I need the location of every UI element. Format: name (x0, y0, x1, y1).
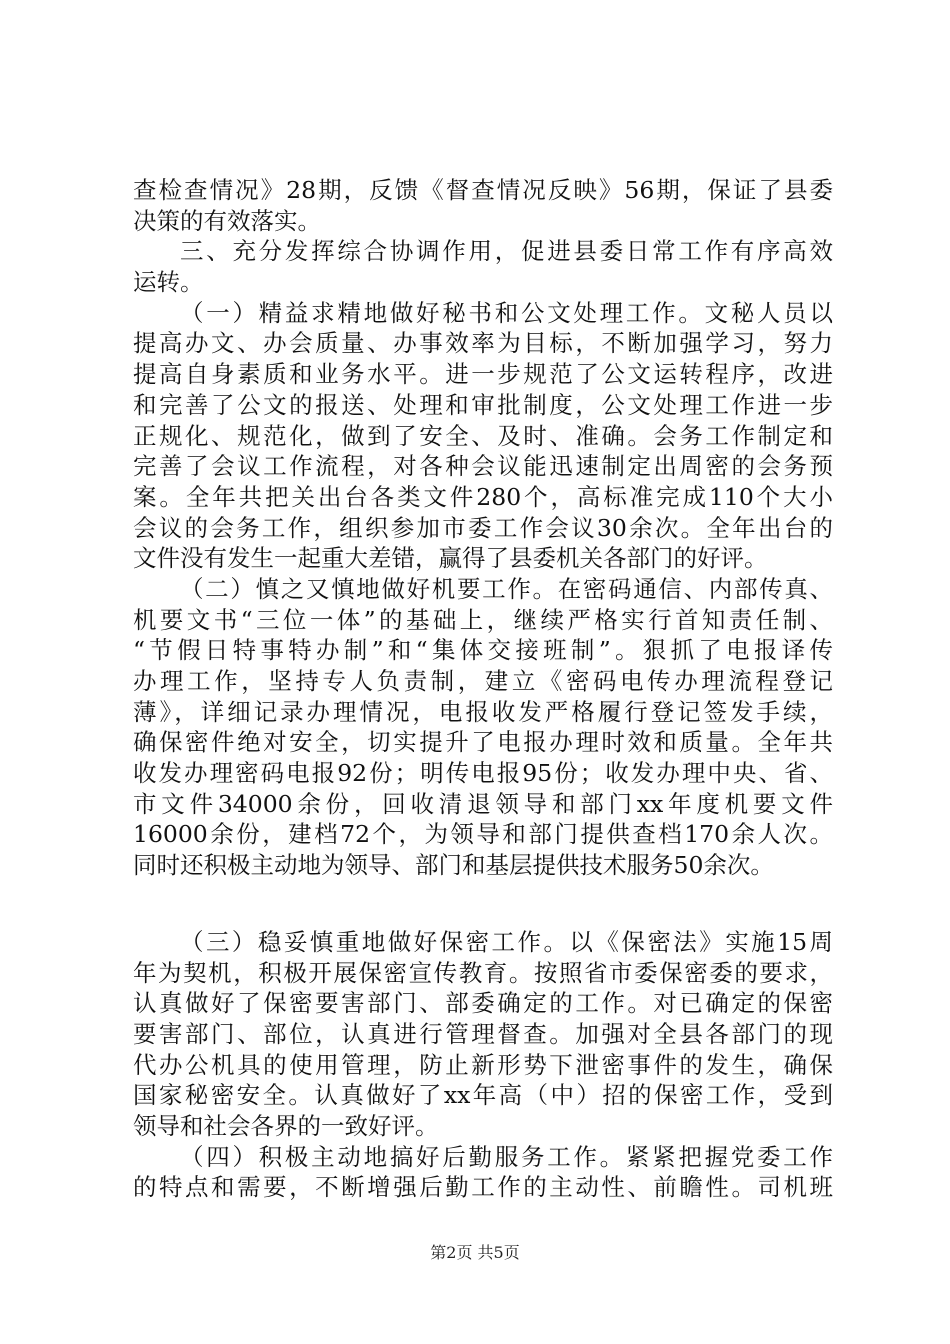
text-line: 文件没有发生一起重大差错，赢得了县委机关各部门的好评。 (133, 544, 768, 573)
text-line: （四）积极主动地搞好后勤服务工作。紧紧把握党委工作 (180, 1142, 833, 1171)
section-heading-line: 运转。 (133, 268, 204, 297)
text-line: 认真做好了保密要害部门、部委确定的工作。对已确定的保密 (133, 989, 833, 1018)
text-line: 决策的有效落实。 (133, 206, 321, 235)
text-line: 领导和社会各界的一致好评。 (133, 1111, 439, 1140)
text-line: 薄》，详细记录办理情况，电报收发严格履行登记签发手续， (133, 697, 833, 726)
text-line: （一）精益求精地做好秘书和公文处理工作。文秘人员以 (180, 298, 833, 327)
text-line: “节假日特事特办制”和“集体交接班制”。狠抓了电报译传 (133, 636, 833, 665)
text-line: 和完善了公文的报送、处理和审批制度，公文处理工作进一步 (133, 390, 833, 419)
text-line: 查检查情况》28期，反馈《督查情况反映》56期，保证了县委 (133, 176, 833, 204)
text-line: 收发办理密码电报92份；明传电报95份；收发办理中央、省、 (133, 759, 833, 788)
text-line: （二）慎之又慎地做好机要工作。在密码通信、内部传真、 (180, 574, 833, 603)
text-line: 办理工作，坚持专人负责制，建立《密码电传办理流程登记 (133, 667, 833, 695)
section-heading-line: 三、充分发挥综合协调作用，促进县委日常工作有序高效 (180, 237, 833, 266)
text-line: 代办公机具的使用管理，防止新形势下泄密事件的发生，确保 (133, 1050, 833, 1079)
text-line: 国家秘密安全。认真做好了xx年高（中）招的保密工作，受到 (133, 1081, 833, 1110)
text-line: 的特点和需要，不断增强后勤工作的主动性、前瞻性。司机班 (133, 1173, 833, 1202)
page-number-footer: 第2页 共5页 (430, 1243, 520, 1262)
text-line: 同时还积极主动地为领导、部门和基层提供技术服务50余次。 (133, 851, 774, 880)
text-line: 机要文书“三位一体”的基础上，继续严格实行首知责任制、 (133, 605, 833, 634)
text-line: 案。全年共把关出台各类文件280个，高标准完成110个大小 (133, 482, 833, 511)
text-line: 年为契机，积极开展保密宣传教育。按照省市委保密委的要求， (133, 958, 833, 987)
text-line: 提高办文、办会质量、办事效率为目标，不断加强学习，努力 (133, 329, 833, 358)
text-line: （三）稳妥慎重地做好保密工作。以《保密法》实施15周 (180, 927, 833, 956)
text-line: 正规化、规范化，做到了安全、及时、准确。会务工作制定和 (133, 421, 833, 450)
paragraph-gap (133, 881, 833, 927)
document-body (133, 175, 833, 1203)
text-line: 16000余份，建档72个，为领导和部门提供查档170余人次。 (133, 820, 833, 849)
text-line: 完善了会议工作流程，对各种会议能迅速制定出周密的会务预 (133, 452, 833, 481)
text-line: 会议的会务工作，组织参加市委工作会议30余次。全年出台的 (133, 513, 833, 542)
text-line: 市文件34000余份，回收清退领导和部门xx年度机要文件 (133, 789, 833, 818)
text-line: 提高自身素质和业务水平。进一步规范了公文运转程序，改进 (133, 360, 833, 389)
text-line: 确保密件绝对安全，切实提升了电报办理时效和质量。全年共 (133, 728, 833, 757)
text-line: 要害部门、部位，认真进行管理督查。加强对全县各部门的现 (133, 1019, 833, 1048)
